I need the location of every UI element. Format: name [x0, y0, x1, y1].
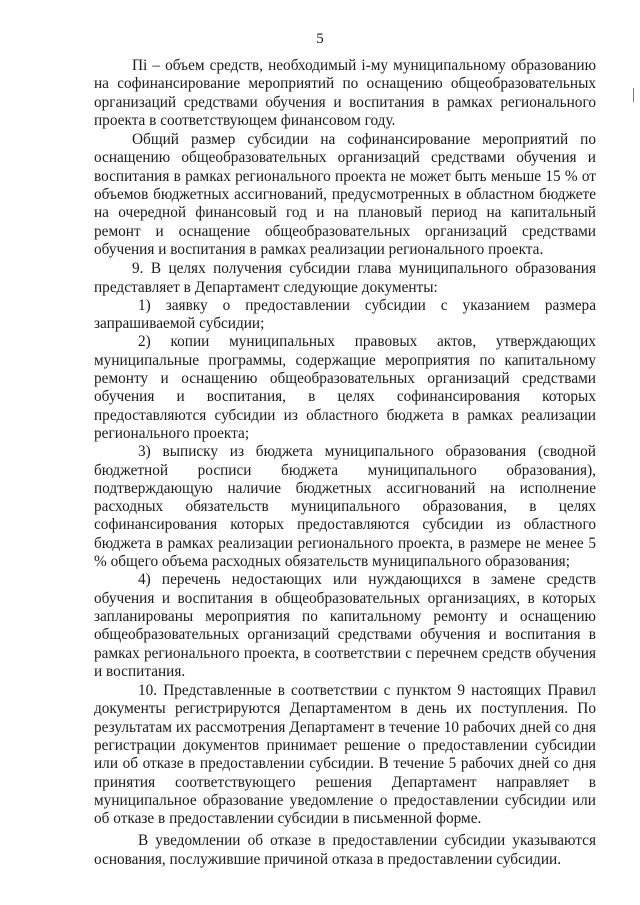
list-item-legal-acts: 2) копии муниципальных правовых актов, утверждающих муниципальные программы, содержащие мероприятия по капитальному ремонту и оснащению общеобразовательных организаций средствами обучения и воспитания, в целях софинансирования которых предоставляются субсидии из областного бюджета в рамках реализации регионального проекта; [94, 333, 596, 442]
paragraph-total-subsidy: Общий размер субсидии на софинансирование мероприятий по оснащению общеобразовательных организаций средствами обучения и воспитания в рамках регионального проекта не может быть меньше 15 % от объемов бюджетных ассигнований, предусмотренных в областном бюджете на очередной финансовый год и на плановый период на капитальный ремонт и оснащение общеобразовательных организаций средствами обучения и воспитания в рамках реализации регионального проекта. [94, 131, 596, 258]
list-item-equipment-list: 4) перечень недостающих или нуждающихся в замене средств обучения и воспитания в общеобразовательных организациях, в которых запланированы мероприятия по капитальному ремонту и оснащению общеобразовательных организаций средствами обучения и воспитания в рамках регионального проекта, в соответствии с перечнем средств обучения и воспитания. [94, 571, 596, 680]
list-item-application: 1) заявку о предоставлении субсидии с указанием размера запрашиваемой субсидии; [94, 296, 596, 333]
paragraph-item-10: 10. Представленные в соответствии с пунктом 9 настоящих Правил документы регистрируются Департаментом в день их поступления. По результатам их рассмотрения Департамент в течение 10 рабочих дней со дня регистрации документов принимает решение о предоставлении субсидии или об отказе в предоставлении субсидии. В течение 5 рабочих дней со дня принятия соответствующего решения Департамент направляет в муниципальное образование уведомление о предоставлении субсидии или об отказе в предоставлении субсидии в письменной форме. [94, 682, 596, 828]
paragraph-item-9: 9. В целях получения субсидии глава муниципального образования представляет в Департамент следующие документы: [94, 260, 596, 296]
scan-mark [633, 88, 634, 102]
document-body [94, 57, 596, 869]
list-item-budget-extract: 3) выписку из бюджета муниципального образования (сводной бюджетной росписи бюджета муниципального образования), подтверждающую наличие бюджетных ассигнований на исполнение расходных обязательств муниципального образования, в целях софинансирования которых предоставляются субсидии из областного бюджета в рамках реализации регионального проекта, в размере не менее 5 % общего объема расходных обязательств муниципального образования; [94, 443, 596, 571]
page-number: 5 [316, 31, 324, 47]
paragraph-formula-definition: Пi – объем средств, необходимый i-му муниципальному образованию на софинансирование мероприятий по оснащению общеобразовательных организаций средствами обучения и воспитания в рамках регионального проекта в соответствующем финансовом году. [94, 57, 596, 129]
paragraph-refusal-notice: В уведомлении об отказе в предоставлении субсидии указываются основания, послужившие причиной отказа в предоставлении субсидии. [94, 832, 596, 868]
